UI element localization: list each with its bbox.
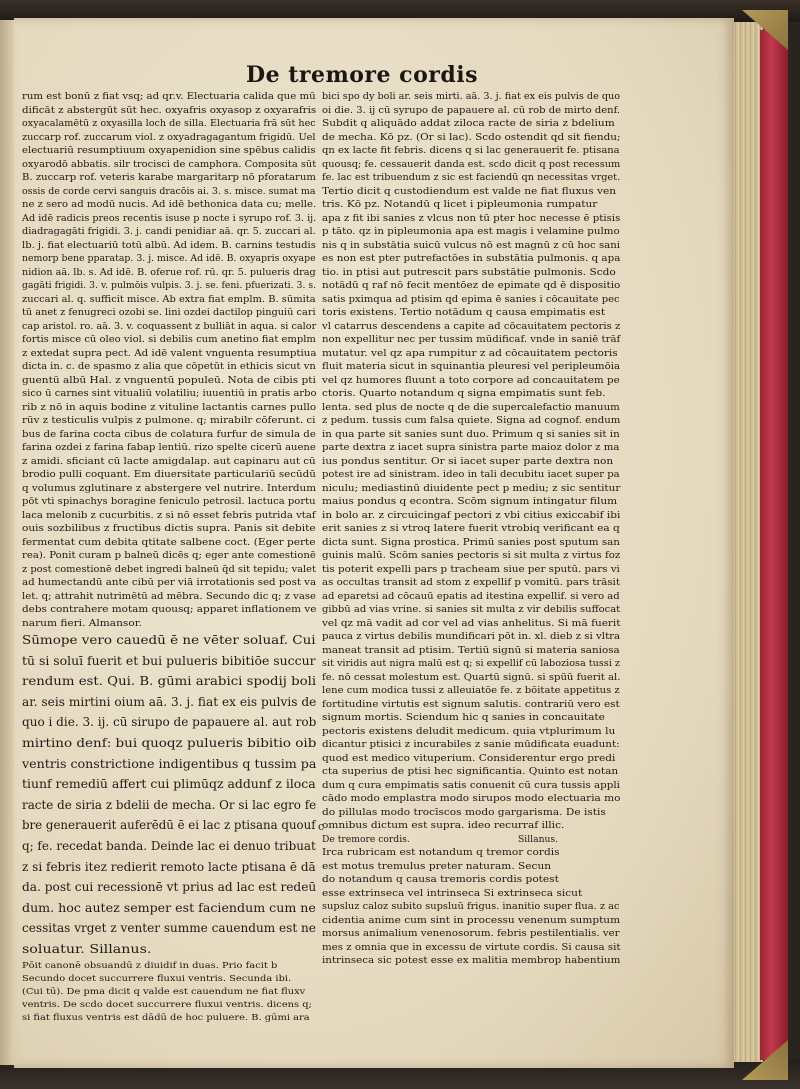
text-line: nis q in substātia suicū vulcus nō est magnū z cū hoc sani [322, 239, 621, 251]
text-line: rib z nō in aquis bodine z vituline lactantis carnes pullo [22, 401, 317, 413]
text-line: mirtino denf: bui quoqz pulueris bibitio oib [22, 734, 317, 750]
text-line: apa z fit ibi sanies z vlcus non tū pter hoc necesse ē ptisis [322, 212, 621, 224]
text-line: nemorp bene pparatap. 3. j. misce. Ad idē. B. oxyapris oxyape [22, 253, 316, 264]
text-line: q volumus zglutinare z abstergere vel nutrire. Interdum [22, 482, 317, 494]
text-line: Sūmope vero cauedū ē ne vēter soluaf. Cui [22, 632, 316, 647]
text-line: quod est medico vituperium. Considerentur ergo predi [322, 752, 616, 764]
text-line: ius pondus sentitur. Or si iacet super parte dextra non [322, 455, 614, 467]
text-line: dum. hoc autez semper est faciendum cum ne [22, 899, 316, 915]
text-line: cessitas vrget z venter summe cauendum est ne [22, 920, 316, 936]
text-line: soluatur. Sillanus. [22, 940, 152, 956]
text-line: (Cui tū). De pma dicit q valde est cauendum ne fiat fluxv [22, 986, 306, 997]
text-line: sit viridis aut nigra malū est q; si expellif cū laboziosa tussi z [322, 658, 620, 669]
running-head: De tremore cordis [246, 62, 478, 88]
text-line: z amidi. sficiant cū lacte amigdalap. aut capinaru aut cū [22, 455, 316, 467]
text-line: notādū q raf nō fecit mentōez de epimate qd ē dispositio [322, 280, 621, 291]
text-line: toris existens. Tertio notādum q causa empimatis est [322, 307, 606, 318]
text-line: tis poterit expelli pars p tracheam siue per sputū. pars vi [322, 563, 620, 575]
text-line: cādo modo emplastra modo sirupos modo electuaria mo [322, 793, 621, 804]
text-line: quo i die. 3. ij. cū sirupo de papauere al. aut rob [22, 714, 317, 730]
text-line: si fiat fluxus ventris est dādū de hoc puluere. B. gūmi ara [22, 1013, 310, 1024]
text-line: omnibus dictum est supra. ideo recurraf illic. [322, 820, 565, 831]
text-line: cidentia anime cum sint in processu venenum sumptum [322, 914, 621, 926]
text-line: oxyacalamētū z oxyasilla loch de silla. Electuaria frā sūt hec [22, 118, 316, 129]
text-line: tū si soluī fuerit et bui pulueris bibitiōe succur [22, 652, 316, 668]
text-line: dicta sunt. Signa prostica. Primū sanies post sputum san [322, 536, 620, 548]
text-line: oxyarodō abbatis. silr trocisci de camphora. Composita sūt [22, 158, 317, 170]
text-line: tris. Kō pz. Notandū q licet i pipleumonia rumpatur [322, 199, 598, 210]
text-line: ne z sero ad modū nucis. Ad idē bethonica data cu; melle. [22, 199, 317, 210]
text-line: q; fe. recedat banda. Deinde lac ei denuo tribuat [22, 837, 316, 853]
text-line: erit sanies z si vtroq latere fuerit vtrobiq verificant ea q [322, 523, 620, 534]
text-line: ar. seis mirtini oium aā. 3. j. fiat ex eis pulvis de [22, 693, 317, 709]
margin-letter: c [318, 820, 325, 833]
text-line: fe. nō cessat molestum est. Quartū signū. si spūū fuerit al. [322, 671, 621, 683]
text-line: narum fieri. Almansor. [22, 617, 142, 629]
section-heading-row [322, 833, 622, 847]
text-line: brodio pulli coquant. Em diuersitate particulariū secūdū [22, 469, 316, 480]
text-line: ventris. De scdo docet succurrere fluxui ventris. dicens q; [22, 1000, 312, 1011]
text-line: Pōit canonē obsuandū z diuidif in duas. Prio facit b [22, 960, 278, 971]
text-line: da. post cui recessionē vt prius ad lac est redeū [22, 879, 317, 895]
text-line: maneat transit ad ptisim. Tertiū signū si materia saniosa [322, 644, 620, 656]
text-line: zuccarp rof. zuccarum viol. z oxyadragagantum frigidū. Uel [22, 131, 316, 143]
text-line: diadragagāti frigidi. 3. j. candi penidiar aā. qr. 5. zuccari al. [22, 226, 316, 237]
text-line: Tertio dicit q custodiendum est valde ne fiat fluxus ven [322, 185, 617, 197]
text-line: dicantur ptisici z incurabiles z sanie mūdificata euadunt: [322, 739, 620, 750]
text-line: es non est pter putrefactōes in substātia pulmonis. q apa [322, 253, 621, 264]
text-line: supsluz caloz subito supsluū frigus. inanitio super flua. z ac [322, 901, 620, 912]
text-line: ad humectandū ante cibū per viā irrotationis sed post va [22, 577, 317, 588]
text-line: tio. in ptisi aut putrescit pars substātie pulmonis. Scdo [322, 266, 616, 278]
text-line: fluit materia sicut in squinantia pleuresi vel peripleumōia [322, 361, 621, 372]
text-line: pōt vti spinachys boragine feniculo petrosil. lactuca portu [22, 496, 316, 507]
text-line: de mecha. Kō pz. (Or si lac). Scdo ostendit qd sit fiendu; [322, 131, 621, 143]
text-line: rūv z testiculis vulpis z pulmone. q; mirabilr cōferunt. ci [22, 415, 316, 426]
section-authority: Sillanus. [518, 833, 559, 845]
text-line: vl catarrus descendens a capite ad cōcauitatem pectoris z [322, 320, 621, 332]
text-line: bici spo dy boli ar. seis mirti. aā. 3. j. fiat ex eis pulvis de quo [322, 91, 621, 102]
text-line: farina ozdei z farina fabap lentiū. rizo spelte cicerū auene [22, 442, 316, 453]
text-line: z post comestionē debet ingredi balneū q̄d sit tepidu; valet [22, 563, 316, 575]
text-line: intrinseca sic potest esse ex malitia membrop habentium [322, 955, 621, 966]
text-line: vel qz mā vadit ad cor vel ad vias anhelitus. Si mā fuerit [322, 617, 621, 629]
text-line: in qua parte sit sanies sunt duo. Primum q si sanies sit in [322, 428, 620, 440]
text-line: B. zuccarp rof. veteris karabe margaritarp nō pforatarum [22, 172, 316, 183]
text-line: bre generauerit auferēdū ē ei lac z ptisana quouf [22, 817, 316, 833]
text-line: pauca z virtus debilis mundificari pōt in. xl. dieb z si vltra [322, 631, 621, 642]
text-line: guentū albū Hal. z vnguentū populeū. Nota de cibis pti [22, 374, 316, 386]
text-line: non expellitur nec per tussim mūdificaf. vnde in saniē trāf [322, 334, 621, 345]
text-line: tū anet z fenugreci ozobi se. lini ozdei dactilop pinguiū cari [22, 307, 316, 318]
text-line: rea). Ponit curam p balneū dicēs q; eger ante comestionē [22, 550, 316, 561]
text-line: fortitudine virtutis est signum salutis. contrariū vero est [322, 698, 620, 710]
text-line: potest ire ad sinistram. ideo in tali decubitu iacet super pa [322, 469, 620, 480]
text-line: ouis sozbilibus z fructibus dictis supra. Panis sit debite [22, 523, 316, 534]
text-line: rendum est. Qui. B. gūmi arabici spodij boli [22, 673, 317, 689]
text-line: do notandum q causa tremoris cordis potest [322, 874, 559, 885]
text-line: electuariū resumptiuum oxyapenidion sine spēbus calidis [22, 145, 316, 156]
text-line: zuccari al. q. sufficit misce. Ab extra fiat emplm. B. sūmita [22, 293, 316, 305]
text-line: est motus tremulus preter naturam. Secun [322, 860, 552, 872]
text-line: lenta. sed plus de nocte q de die supercalefactio manuum [322, 401, 620, 413]
left-page-edge [0, 20, 15, 1065]
left-tail-block [22, 960, 318, 1026]
text-line: fortis misce cū oleo viol. si debilis cum anetino fiat emplm [22, 334, 316, 345]
text-line: mutatur. vel qz apa rumpitur z ad cōcauitatem pectoris [322, 347, 618, 359]
text-line: fe. lac est tribuendum z sic est faciendū qn necessitas vrget. [322, 172, 621, 183]
text-line: as occultas transit ad stom z expellif p vomitū. pars trāsit [322, 577, 620, 588]
red-binding [760, 30, 788, 1060]
text-line: ad eparetsi ad cōcauū epatis ad itestina expellif. si vero ad [322, 590, 620, 602]
text-line: satis pximqua ad ptisim qd epima ē sanies i cōcauitate pec [322, 293, 620, 305]
right-body-block [322, 90, 622, 833]
text-line: laca melonib z cucurbitis. z si nō esset febris putrida vtaf [22, 509, 316, 521]
text-line: do pillulas modo trocīscos modo gargarisma. De istis [322, 806, 606, 818]
text-line: oi die. 3. ij cū syrupo de papauere al. cū rob de mirto denf. [322, 104, 621, 116]
text-line: qn ex lacte fit febris. dicens q si lac generauerit fe. ptisana [322, 145, 620, 156]
text-line: lene cum modica tussi z alleuiatōe fe. z bōitate appetitus z [322, 685, 620, 696]
text-line: gagāti frigidi. 3. v. pulmōis vulpis. 3. j. se. feni. pfuerizati. 3. s. [22, 280, 317, 291]
text-line: p tāto. qz in pipleumonia apa est magis i velamine pulmo [322, 226, 620, 237]
text-line: z extedat supra pect. Ad idē valent vnguenta resumptiua [22, 347, 317, 359]
text-line: let. q; attrahit nutrimētū ad mēbra. Secundo dic q; z vase [22, 590, 316, 602]
text-line: guinis malū. Scōm sanies pectoris si sit multa z virtus foz [322, 550, 621, 561]
text-line: cta superius de ptisi hec significantia. Quinto est notan [322, 766, 619, 777]
text-line: parte dextra z iacet supra sinistra parte maioz dolor z ma [322, 442, 620, 453]
text-line: ctoris. Quarto notandum q signa empimatis sunt feb. [322, 388, 606, 399]
text-line: dificāt z abstergūt sūt hec. oxyafris oxyasop z oxyarafris [22, 104, 317, 116]
text-line: Irca rubricam est notandum q tremor cordis [322, 847, 560, 858]
text-line: morsus animalium venenosorum. febris pestilentialis. ver [322, 928, 620, 939]
text-line: cap aristol. ro. aā. 3. v. coquassent z bulliāt in aqua. si calor [22, 320, 317, 332]
text-line: gibbū ad vias vrine. si sanies sit multa z vir debilis suffocat [322, 604, 621, 615]
text-line: quousq; fe. cessauerit danda est. scdo dicit q post recessum [322, 158, 621, 170]
text-line: z pedum. tussis cum falsa quiete. Signa ad cognof. endum [322, 415, 621, 426]
text-line: ossis de corde cervi sanguis dracōis ai. 3. s. misce. sumat ma [22, 185, 316, 197]
text-line: z si febris itez redierit remoto lacte ptisana ē dā [22, 858, 316, 874]
text-line: dum q cura empimatis satis conuenit cū cura tussis appli [322, 779, 620, 791]
right-column [322, 90, 622, 968]
text-line: Ad idē radicis preos recentis isuse p nocte i syrupo rof. 3. ij. [22, 212, 317, 224]
text-line: dicta in. c. de spasmo z alia que cōpetūt in ethicis sicut vn [22, 361, 316, 372]
text-line: rum est bonū z fiat vsq; ad qr.v. Electuaria calida que mū [22, 91, 316, 102]
text-line: niculu; mediastinū diuidente pect p mediu; z sic sentitur [322, 482, 621, 494]
text-line: vel qz humores fluunt a toto corpore ad concauitatem pe [322, 374, 620, 386]
text-line: Subdit q aliquādo addat ziloca racte de siria z bdelium [322, 118, 615, 129]
text-line: mes z omnia que in excessu de virtute cordis. Si causa sit [322, 941, 621, 953]
text-line: Secundo docet succurrere fluxui ventris. Secunda ibi. [22, 973, 292, 984]
text-line: bus de farina cocta cibus de colatura furfur de simula de [22, 428, 316, 440]
text-line: lb. j. fiat electuariū totū albū. Ad idem. B. carnins testudis [22, 239, 316, 251]
left-column [22, 90, 318, 1025]
left-body-block [22, 90, 318, 630]
text-line: maius pondus q econtra. Scōm signum intingatur filum [322, 496, 618, 507]
left-large-block [22, 630, 318, 960]
text-line: ventris constrictione indigentibus q tussim pa [22, 755, 317, 771]
section-heading: De tremore cordis. [322, 833, 410, 845]
text-line: tiunf remediū affert cui plimūqz addunf z iloca [22, 776, 316, 792]
text-line: sico ū carnes sint vitualiū volatiliu; iuuentiū in pratis arbo [22, 388, 317, 399]
text-line: signum mortis. Sciendum hic q sanies in concauitate [322, 712, 605, 723]
text-line: nidion aā. lb. s. Ad idē. B. oferue rof. rū. qr. 5. pulueris drag [22, 266, 316, 278]
text-line: in bolo ar. z circuicingaf pectori z vbi citius exiccabif ibi [322, 509, 621, 521]
text-line: esse extrinseca vel intrinseca Si extrinseca sicut [322, 887, 583, 899]
text-line: fermentat cum debita qtitate salbene coct. (Eger perte [22, 536, 316, 548]
right-section-block [322, 846, 622, 968]
text-line: racte de siria z bdelii de mecha. Or si lac egro fe [22, 796, 317, 812]
text-line: debs contrahere motam quousq; apparet inflationem ve [22, 604, 317, 615]
text-line: pectoris existens deludit medicum. quia vtplurimum lu [322, 725, 616, 737]
